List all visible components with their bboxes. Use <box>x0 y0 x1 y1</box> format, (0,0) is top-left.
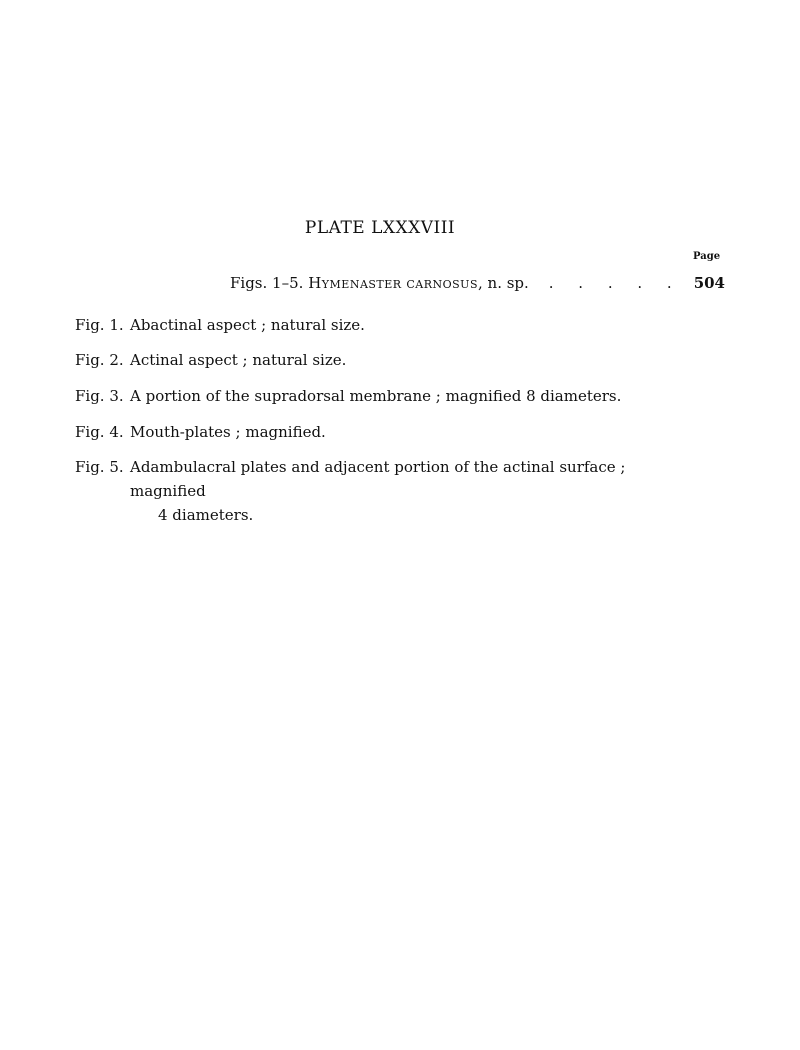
figure-label: Fig. 5. <box>75 458 124 476</box>
figure-caption-continuation: 4 diameters. <box>158 506 254 524</box>
figure-caption: A portion of the supradorsal membrane ; magnified 8 diameters. <box>130 387 622 405</box>
figure-label: Fig. 4. <box>75 423 124 441</box>
species-suffix: , n. sp. <box>478 274 529 292</box>
figure-caption: Abactinal aspect ; natural size. <box>130 316 365 334</box>
figs-range: Figs. 1–5. <box>230 274 304 292</box>
figure-label: Fig. 2. <box>75 351 124 369</box>
species-name: carnosus <box>406 274 478 292</box>
figure-entry-2 <box>75 348 685 372</box>
plate-title: PLATE LXXXVIII <box>304 218 456 238</box>
figure-caption: Adambulacral plates and adjacent portion of the actinal surface ; magnified <box>130 458 626 500</box>
leader-dots: . . . . . <box>548 274 682 292</box>
figure-label: Fig. 3. <box>75 387 124 405</box>
page-number: 504 <box>693 274 725 292</box>
figure-entry-5 <box>75 455 685 527</box>
figs-summary-line <box>230 274 725 292</box>
genus-name: Hymenaster <box>308 274 402 292</box>
figure-entry-3 <box>75 384 685 408</box>
figure-entry-4 <box>75 420 685 444</box>
figure-caption: Actinal aspect ; natural size. <box>130 351 347 369</box>
figure-label: Fig. 1. <box>75 316 124 334</box>
figure-entry-1 <box>75 313 685 337</box>
page-column-label: Page <box>693 251 721 262</box>
figure-caption: Mouth-plates ; magnified. <box>130 423 326 441</box>
figure-caption-block <box>130 455 685 527</box>
